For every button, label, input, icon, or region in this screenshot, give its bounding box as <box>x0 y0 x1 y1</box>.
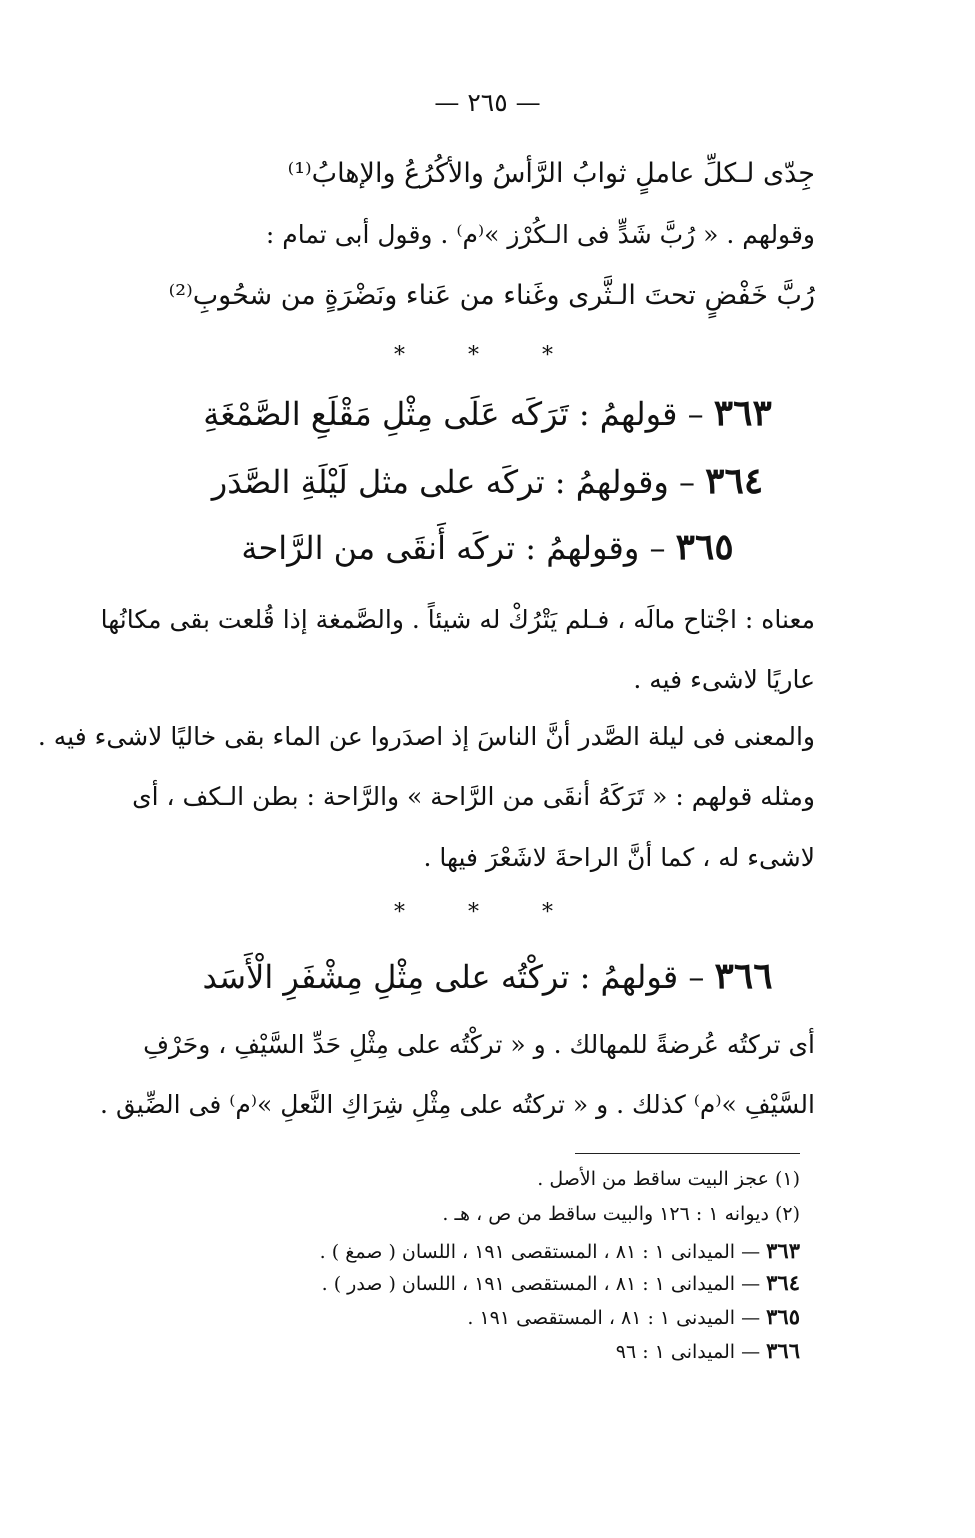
footnote-364 <box>322 1270 800 1295</box>
proverb-number: ٣٦٣ <box>713 392 772 434</box>
explanation-line-1: معناه : اجْتاح مالَه ، فـلم يَتْرُكْ له شيئاً . والصَّمغة إذا قُلعت بقى مكانُها <box>100 605 815 634</box>
proverb-text: – وقولهمُ : تركَه على مثل لَيْلَةِ الصَّدَر <box>211 463 695 501</box>
explanation-line-2: عاريًا لاشىء فيه . <box>633 665 815 694</box>
section-divider-1: * * * <box>394 343 581 368</box>
footnote-text: (٢) ديوانه ١ : ١٢٦ والبيت ساقط من ص ، هـ . <box>442 1203 800 1225</box>
footnote-text: — الميدانى ١ : ٨١ ، المستقصى ١٩١ ، اللسان ( صدر ) . <box>321 1273 761 1295</box>
footnote-number: ٣٦٤ <box>766 1270 800 1295</box>
footnote-2 <box>442 1203 800 1225</box>
proverb-number: ٣٦٤ <box>705 460 764 502</box>
proverb-text: – وقولهمُ : تركَه أَنقَى من الرَّاحة <box>241 529 666 567</box>
footnote-365 <box>467 1304 800 1329</box>
footnote-text: — الميدانى ١ : ٨١ ، المستقصى ١٩١ ، اللسان ( صمغ ) . <box>319 1241 761 1263</box>
explanation-line-3: والمعنى فى ليلة الصَّدر أنَّ الناسَ إذ اصدَروا عن الماء بقى خاليًا لاشىء فيه . <box>37 722 815 751</box>
proverb-number: ٣٦٥ <box>675 526 734 568</box>
footnote-366 <box>616 1338 800 1363</box>
explanation-line-7: السَّيْفِ »⁽م⁾ كذلك . و « تركتُه على مِثْلِ شِرَاكِ النَّعلِ »⁽م⁾ فى الضِّيق . <box>100 1090 815 1119</box>
heading-363 <box>0 392 975 434</box>
quote-line: وقولهم . « رُبَّ شَدٍّ فى الـكُرْز »⁽م⁾ . وقول أبى تمام : <box>265 220 815 249</box>
footnote-number: ٣٦٥ <box>766 1304 800 1329</box>
proverb-text: – قولهمُ : تركْتُه على مِثْلِ مِشْفَرِ الْأَسَد <box>202 958 705 996</box>
footnote-text: — الميدنى ١ : ٨١ ، المستقصى ١٩١ . <box>467 1307 761 1329</box>
section-divider-2: * * * <box>394 900 581 925</box>
proverb-number: ٣٦٦ <box>714 955 773 997</box>
explanation-line-4: ومثله قولهم : « تَرَكَهُ أنقَى من الرَّاحة » والرَّاحة : بطن الـكف ، أى <box>132 782 815 811</box>
footnote-number: ٣٦٣ <box>766 1238 800 1263</box>
proverb-text: – قولهمُ : تَرَكَه عَلَى مِثْلِ مَقْلَعِ الصَّمْغَةِ <box>203 395 704 433</box>
explanation-line-5: لاشىء له ، كما أنَّ الراحةَ لاشَعْرَ فيها . <box>423 843 815 872</box>
verse-line-2: رُبَّ خَفْضٍ تحتَ الـثَّرى وغَناء من عَناء ونَضْرَةٍ من شحُوبِ⁽²⁾ <box>168 280 815 311</box>
explanation-line-6: أى تركتُه عُرضةً للمهالك . و « تركْتُه على مِثْلِ حَدِّ السَّيْفِ ، وحَرْفِ <box>143 1030 815 1059</box>
footnote-number: ٣٦٦ <box>766 1338 800 1363</box>
verse-line-1: جِدّى لـكلِّ عاملٍ ثوابُ الرَّأسُ والأكُرُعُ والإهابُ⁽¹⁾ <box>287 158 815 189</box>
footnote-rule <box>575 1153 800 1154</box>
footnote-1 <box>537 1168 800 1190</box>
heading-366 <box>0 955 975 997</box>
heading-365 <box>0 526 975 568</box>
footnote-text: — الميدانى ١ : ٩٦ <box>615 1341 761 1363</box>
footnote-363 <box>320 1238 800 1263</box>
footnote-text: (١) عجز البيت ساقط من الأصل . <box>537 1168 800 1190</box>
page-number: — ٢٦٥ — <box>434 88 541 117</box>
heading-364 <box>0 460 975 502</box>
